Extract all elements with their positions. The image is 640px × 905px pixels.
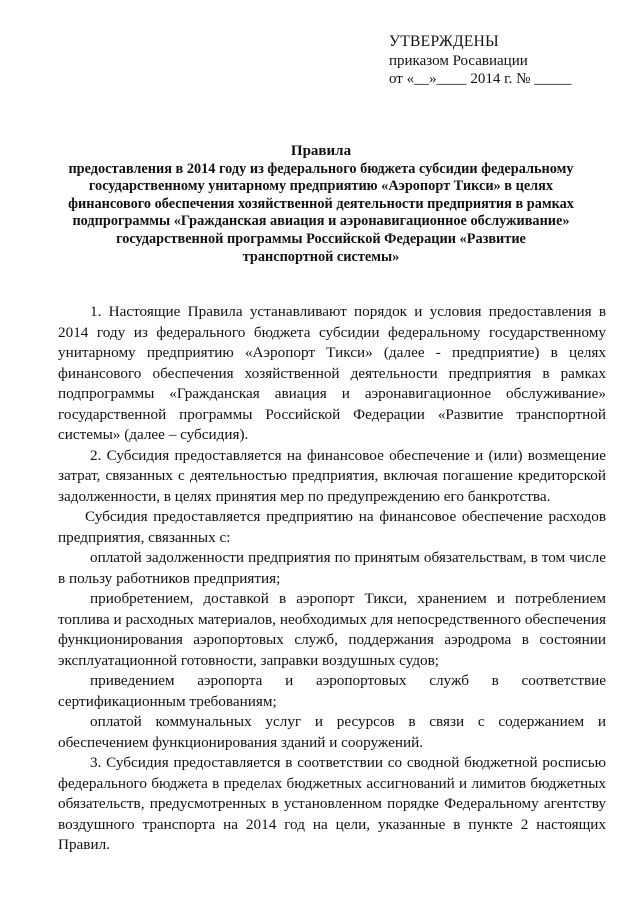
approval-order: приказом Росавиации: [389, 52, 528, 69]
list-item-utilities: оплатой коммунальных услуг и ресурсов в связи с содержанием и обеспечением функционирования зданий и сооружений.: [58, 713, 606, 751]
title-line: государственной программы Российской Федерации «Развитие: [116, 230, 526, 247]
paragraph-3: 3. Субсидия предоставляется в соответствии со сводной бюджетной росписью федерального бюджета в пределах бюджетных ассигнований и лимитов бюджетных обязательств, предусмотренных в установленном порядке Федеральному агентству воздушного транспорта на 2014 год на цели, указанные в пункте 2 настоящих Правил.: [58, 754, 606, 853]
paragraph-1: 1. Настоящие Правила устанавливают порядок и условия предоставления в 2014 году из федерального бюджета субсидии федеральному государственному унитарному предприятию «Аэропорт Тикси» (далее - предприятие) в целях финансового обеспечения хозяйственной деятельности предприятия в рамках подпрограммы «Гражданская авиация и аэронавигационное обслуживание» государственной программы Российской Федерации «Развитие транспортной системы» (далее – субсидия).: [58, 303, 606, 443]
paragraph-2: 2. Субсидия предоставляется на финансовое обеспечение и (или) возмещение затрат, связанных с деятельностью предприятия, включая погашение кредиторской задолженности, в целях принятия мер по предупреждению его банкротства.: [58, 446, 606, 505]
title-word: Правила: [290, 143, 352, 159]
title-line: финансового обеспечения хозяйственной деятельности предприятия в рамках: [68, 195, 574, 212]
title-line: предоставления в 2014 году из федерального бюджета субсидии федеральному: [68, 160, 574, 177]
list-item-fuel: приобретением, доставкой в аэропорт Тикси, хранением и потреблением топлива и расходных материалов, необходимых для непосредственного обеспечения функционирования аэропортовых служб, поддержания аэродрома в состоянии эксплуатационной готовности, заправки воздушных судов;: [58, 590, 606, 669]
paragraph-subsidy-purposes: Субсидия предоставляется предприятию на финансовое обеспечение расходов предприятия, связанных с:: [58, 508, 606, 546]
document-body: [58, 302, 606, 856]
approval-stamp: [389, 33, 572, 89]
approval-heading: УТВЕРЖДЕНЫ: [389, 33, 499, 50]
document-title: [40, 143, 602, 266]
title-line: государственному унитарному предприятию «Аэропорт Тикси» в целях: [88, 178, 554, 195]
list-item-certification: приведением аэропорта и аэропортовых служб в соответствие сертификационным требованиям;: [58, 672, 606, 710]
list-item-debt: оплатой задолженности предприятия по принятым обязательствам, в том числе в пользу работников предприятия;: [58, 549, 606, 587]
approval-date-number: от «__»____ 2014 г. № _____: [389, 71, 572, 87]
title-line: транспортной системы»: [242, 248, 400, 265]
title-line: подпрограммы «Гражданская авиация и аэронавигационное обслуживание»: [72, 213, 570, 230]
